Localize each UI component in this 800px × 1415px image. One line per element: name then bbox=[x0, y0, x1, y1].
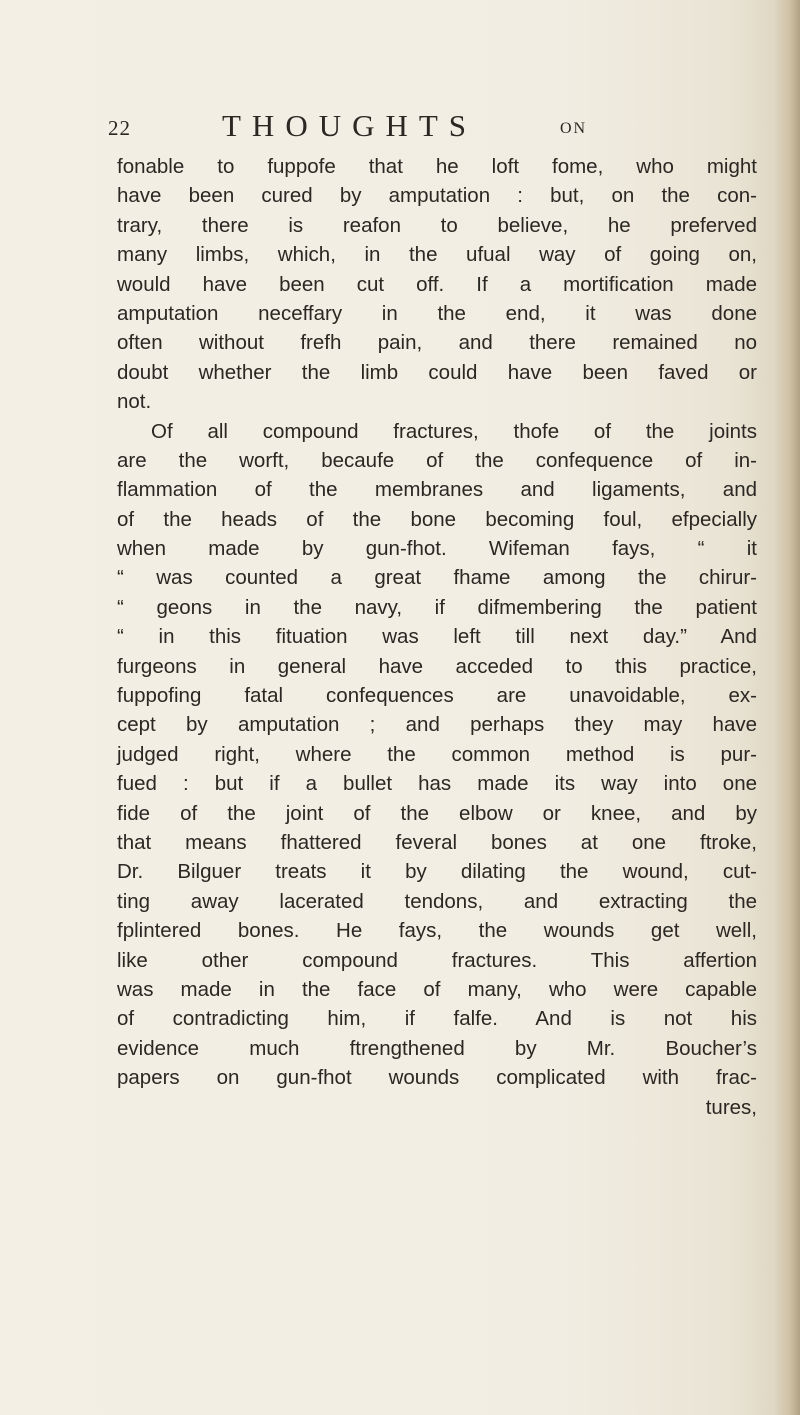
running-title-suffix: ON bbox=[560, 120, 588, 137]
body-text bbox=[117, 152, 757, 1122]
text-line: furgeons in general have acceded to this practice, bbox=[117, 654, 757, 678]
catchword: tures, bbox=[705, 1095, 757, 1119]
text-line: amputation neceffary in the end, it was done bbox=[117, 301, 757, 325]
text-line: trary, there is reafon to believe, he preferved bbox=[117, 213, 757, 237]
text-line: like other compound fractures. This affertion bbox=[117, 948, 757, 972]
text-line: doubt whether the limb could have been faved or bbox=[117, 360, 757, 384]
text-line: are the worft, becaufe of the confequence of in- bbox=[117, 448, 757, 472]
text-line: often without frefh pain, and there remained no bbox=[117, 331, 757, 355]
text-line: Dr. Bilguer treats it by dilating the wound, cut- bbox=[117, 860, 757, 884]
text-line: “ geons in the navy, if difmembering the patient bbox=[117, 595, 757, 619]
text-line: when made by gun-fhot. Wifeman fays, “ it bbox=[117, 537, 757, 561]
text-line: fplintered bones. He fays, the wounds get well, bbox=[117, 919, 757, 943]
text-line: would have been cut off. If a mortification made bbox=[117, 272, 757, 296]
text-line: not. bbox=[117, 390, 152, 414]
text-line: that means fhattered feveral bones at one ftroke, bbox=[117, 830, 757, 854]
page-edge-shadow bbox=[774, 0, 800, 1415]
text-line: ting away lacerated tendons, and extracting the bbox=[117, 889, 757, 913]
text-line: Of all compound fractures, thofe of the joints bbox=[151, 419, 757, 443]
text-line: cept by amputation ; and perhaps they may have bbox=[117, 713, 757, 737]
text-line: flammation of the membranes and ligaments, and bbox=[117, 478, 757, 502]
text-line: have been cured by amputation : but, on the con- bbox=[117, 184, 757, 208]
text-line: “ was counted a great fhame among the chirur- bbox=[117, 566, 757, 590]
text-line: evidence much ftrengthened by Mr. Boucher’s bbox=[117, 1036, 757, 1060]
text-line: papers on gun-fhot wounds complicated with frac- bbox=[117, 1066, 757, 1090]
text-line: fide of the joint of the elbow or knee, and by bbox=[117, 801, 757, 825]
text-line: judged right, where the common method is pur- bbox=[117, 742, 757, 766]
text-line: many limbs, which, in the ufual way of going on, bbox=[117, 243, 757, 267]
text-line: “ in this fituation was left till next day.” And bbox=[117, 625, 757, 649]
text-line: of the heads of the bone becoming foul, efpecially bbox=[117, 507, 757, 531]
text-line: of contradicting him, if falfe. And is not his bbox=[117, 1007, 757, 1031]
running-title: THOUGHTS bbox=[222, 108, 478, 143]
text-line: fonable to fuppofe that he loft fome, who might bbox=[117, 155, 757, 178]
text-line: fued : but if a bullet has made its way into one bbox=[117, 772, 757, 796]
text-line: fuppofing fatal confequences are unavoidable, ex- bbox=[117, 684, 757, 708]
running-header bbox=[108, 108, 668, 148]
text-line: was made in the face of many, who were capable bbox=[117, 977, 757, 1001]
page-number: 22 bbox=[108, 116, 131, 140]
